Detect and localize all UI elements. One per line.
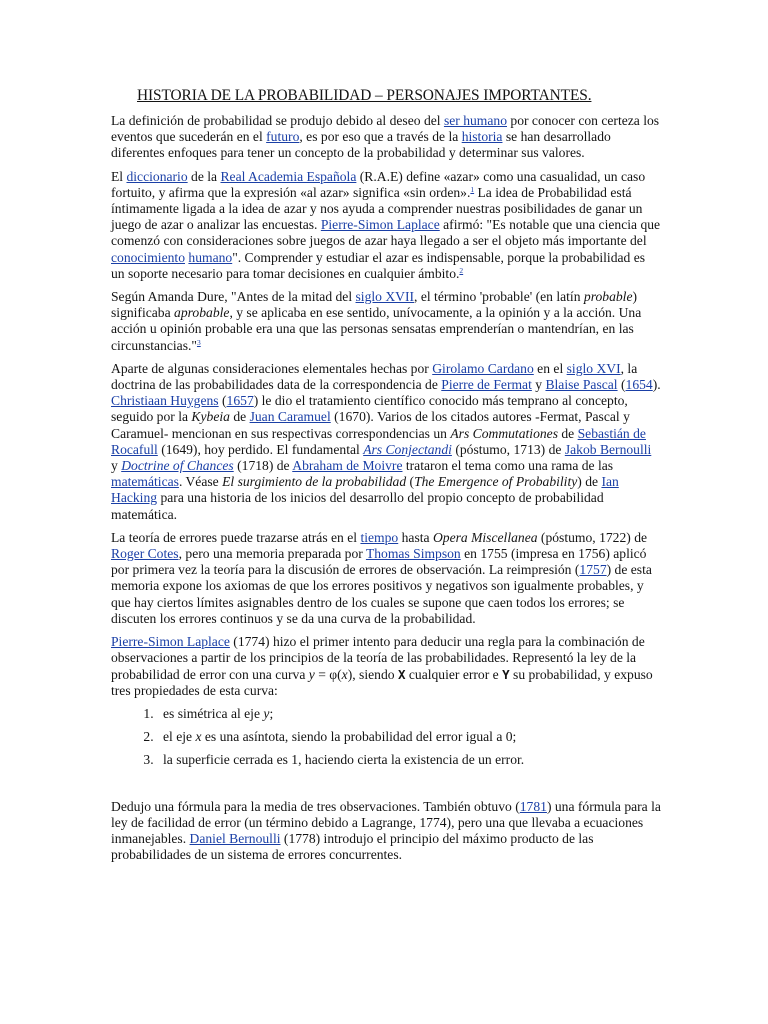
link-conocimiento[interactable]: conocimiento: [111, 249, 185, 265]
list-item: [157, 752, 661, 768]
link-huygens[interactable]: Christiaan Huygens: [111, 393, 219, 409]
italic-text: aprobable: [174, 305, 230, 321]
paragraph-3: [111, 289, 661, 354]
properties-list: [111, 706, 661, 769]
document-body: [111, 86, 661, 870]
link-ars-conjectandi[interactable]: Ars Conjectandi: [363, 441, 452, 457]
text: (póstumo, 1722) de: [537, 529, 648, 545]
text: en el: [533, 360, 567, 376]
text: = φ(: [314, 666, 342, 682]
link-ser-humano[interactable]: ser humano: [443, 113, 507, 128]
paragraph-5: [111, 530, 661, 627]
link-hacking[interactable]: Ian Hacking: [111, 474, 619, 506]
text: Dedujo una fórmula para la media de tres observaciones. También obtuvo (: [111, 798, 520, 814]
list-item: [157, 706, 661, 722]
text: (1778) introdujo el principio del máximo producto de las probabilidades de un sistema de errores concurrentes.: [111, 830, 594, 863]
link-historia[interactable]: historia: [461, 129, 503, 145]
link-humano[interactable]: humano: [188, 249, 233, 265]
link-simpson[interactable]: Thomas Simpson: [365, 546, 461, 562]
link-moivre[interactable]: Abraham de Moivre: [292, 458, 403, 474]
link-doctrine-of-chances[interactable]: Doctrine of Chances: [121, 458, 234, 474]
text: ) de esta memoria expone los axiomas de que los errores positivos y negativos son igualmente probables, y que hay ciertos límites asignables dentro de los cuales se supone que caen todos los errores; se discuten los errores continuos y se da una curva de la probabilidad.: [111, 562, 652, 626]
footnote-ref-3: [197, 338, 201, 347]
list-item: [157, 729, 661, 745]
text: de: [557, 425, 578, 441]
italic-text: Ars Commutationes: [450, 425, 558, 441]
italic-text: y: [308, 666, 315, 682]
text: , la doctrina de las probabilidades data de la correspondencia de: [111, 360, 638, 393]
text: ) de: [577, 474, 602, 490]
text: es una asíntota, siendo la probabilidad del error igual a 0;: [201, 729, 517, 745]
link-1657[interactable]: 1657: [226, 393, 254, 409]
footnote-link-1[interactable]: 1: [470, 184, 475, 194]
link-rocafull[interactable]: Sebastián de Rocafull: [111, 425, 646, 457]
text: ).: [652, 377, 661, 393]
text: (: [406, 474, 415, 490]
link-siglo-xvi[interactable]: siglo XVI: [566, 360, 621, 376]
text: (1649), hoy perdido. El fundamental: [157, 441, 364, 457]
italic-text: Kybeia: [191, 409, 230, 425]
text: ". Comprender y estudiar el azar es indispensable, porque la probabilidad es un soporte necesario para tomar decisiones en cualquier ámbito.: [111, 249, 646, 281]
italic-text: Opera Miscellanea: [432, 529, 538, 545]
text: de la: [187, 168, 221, 184]
text: La teoría de errores puede trazarse atrás en el: [111, 529, 361, 545]
text: por conocer con certeza los eventos que sucederán en el: [111, 113, 660, 145]
paragraph-4: [111, 361, 661, 523]
italic-text: x: [195, 729, 202, 745]
italic-text: y: [263, 705, 270, 721]
text: . Véase: [178, 474, 223, 490]
paragraph-7: [111, 799, 661, 864]
text: , y se aplicaba en ese sentido, unívocamente, a la opinión y a la acción. Una acción u opinión probable era una que las personas sensatas emprenderían o mantendrían, en las circunstancias.": [111, 305, 642, 353]
link-1654[interactable]: 1654: [625, 377, 653, 393]
paragraph-1: [111, 113, 661, 162]
text: para una historia de los inicios del desarrollo del propio concepto de probabilidad matemática.: [111, 490, 604, 522]
text: ) una fórmula para la ley de facilidad de error (un término debido a Lagrange, 1774), pero una que llevaba a ecuaciones inmanejables.: [111, 798, 661, 846]
text: (: [617, 377, 626, 393]
link-futuro[interactable]: futuro: [266, 129, 300, 145]
text: El: [111, 168, 127, 184]
paragraph-6: [111, 634, 661, 699]
math-variable: Y: [502, 666, 510, 682]
page-title: HISTORIA DE LA PROBABILIDAD – PERSONAJES IMPORTANTES.: [137, 87, 592, 104]
link-fermat[interactable]: Pierre de Fermat: [441, 377, 532, 393]
link-matematicas[interactable]: matemáticas: [111, 474, 179, 490]
text: el eje: [163, 729, 196, 745]
link-1757[interactable]: 1757: [579, 562, 607, 578]
text: cualquier error e: [405, 666, 503, 682]
footnote-link-3[interactable]: 3: [196, 337, 201, 347]
text: y: [111, 458, 122, 474]
link-pascal[interactable]: Blaise Pascal: [545, 377, 618, 393]
text: , el término 'probable' (en latín: [414, 289, 584, 305]
link-laplace[interactable]: Pierre-Simon Laplace: [320, 217, 440, 233]
text: (1670). Varios de los citados autores -Fermat, Pascal y Caramuel- mencionan en sus respectivas correspondencias un: [111, 409, 630, 441]
text: ) significaba: [111, 289, 638, 321]
link-cardano[interactable]: Girolamo Cardano: [432, 360, 534, 376]
footnote-link-2[interactable]: 2: [459, 265, 464, 275]
text: es simétrica al eje: [163, 705, 264, 721]
text: y: [531, 377, 546, 393]
text: (1718) de: [233, 458, 293, 474]
link-diccionario[interactable]: diccionario: [126, 168, 188, 184]
text: ), siendo: [347, 666, 398, 682]
text: su probabilidad, y expuso tres propiedades de esta curva:: [111, 666, 653, 698]
text: de: [229, 409, 250, 425]
text: la superficie cerrada es 1, haciendo cierta la existencia de un error.: [163, 752, 525, 768]
link-daniel-bernoulli[interactable]: Daniel Bernoulli: [189, 830, 281, 846]
italic-text: x: [341, 666, 348, 682]
text: hasta: [398, 529, 433, 545]
link-jakob-bernoulli[interactable]: Jakob Bernoulli: [564, 441, 652, 457]
link-rae[interactable]: Real Academia Española: [220, 168, 357, 184]
link-siglo-xvii[interactable]: siglo XVII: [355, 289, 415, 305]
text: (póstumo, 1713) de: [451, 441, 565, 457]
italic-text: The Emergence of Probability: [414, 474, 578, 490]
text: ) le dio el tratamiento científico conocido más temprano al concepto, seguido por la: [111, 393, 628, 425]
link-caramuel[interactable]: Juan Caramuel: [249, 409, 331, 425]
text: Aparte de algunas consideraciones elementales hechas por: [111, 360, 433, 376]
text: se han desarrollado diferentes enfoques para tener un concepto de la probabilidad y determinar sus valores.: [111, 129, 611, 161]
link-tiempo[interactable]: tiempo: [360, 529, 399, 545]
math-variable: X: [397, 666, 406, 682]
text: trataron el tema como una rama de las: [402, 458, 614, 474]
text: Según Amanda Dure, "Antes de la mitad del: [111, 289, 356, 305]
link-laplace-2[interactable]: Pierre-Simon Laplace: [111, 634, 230, 650]
text: (1774) hizo el primer intento para deducir una regla para la combinación de observaciones a partir de los principios de la teoría de las probabilidades. Representó la ley de la probabilidad de error con una curva: [111, 634, 645, 682]
paragraph-2: [111, 169, 661, 282]
text: La idea de Probabilidad está íntimamente ligada a la idea de azar y nos ayuda a comprender nuestras posibilidades de ganar un juego de azar o analizar las encuestas.: [111, 184, 643, 233]
text: , pero una memoria preparada por: [178, 546, 366, 562]
text: (R.A.E) define «azar» como una casualidad, un caso fortuito, y afirma que la expresión «al azar» significa «sin orden».: [111, 168, 646, 200]
text: La definición de probabilidad se produjo debido al deseo del: [111, 113, 444, 128]
footnote-ref-2: [459, 266, 463, 275]
text: ;: [269, 705, 274, 721]
italic-text: El surgimiento de la probabilidad: [222, 474, 407, 490]
text: (: [218, 393, 227, 409]
italic-text: probable: [583, 289, 633, 305]
link-1781[interactable]: 1781: [519, 798, 547, 814]
link-cotes[interactable]: Roger Cotes: [111, 546, 179, 562]
text: afirmó: "Es notable que una ciencia que comenzó con consideraciones sobre juegos de azar haya llegado a ser el objeto más importante del: [111, 217, 661, 249]
text: , es por eso que a través de la: [299, 129, 462, 145]
text: en 1755 (impresa en 1756) aplicó por primera vez la teoría para la discusión de errores de observación. La reimpresión (: [111, 546, 647, 578]
